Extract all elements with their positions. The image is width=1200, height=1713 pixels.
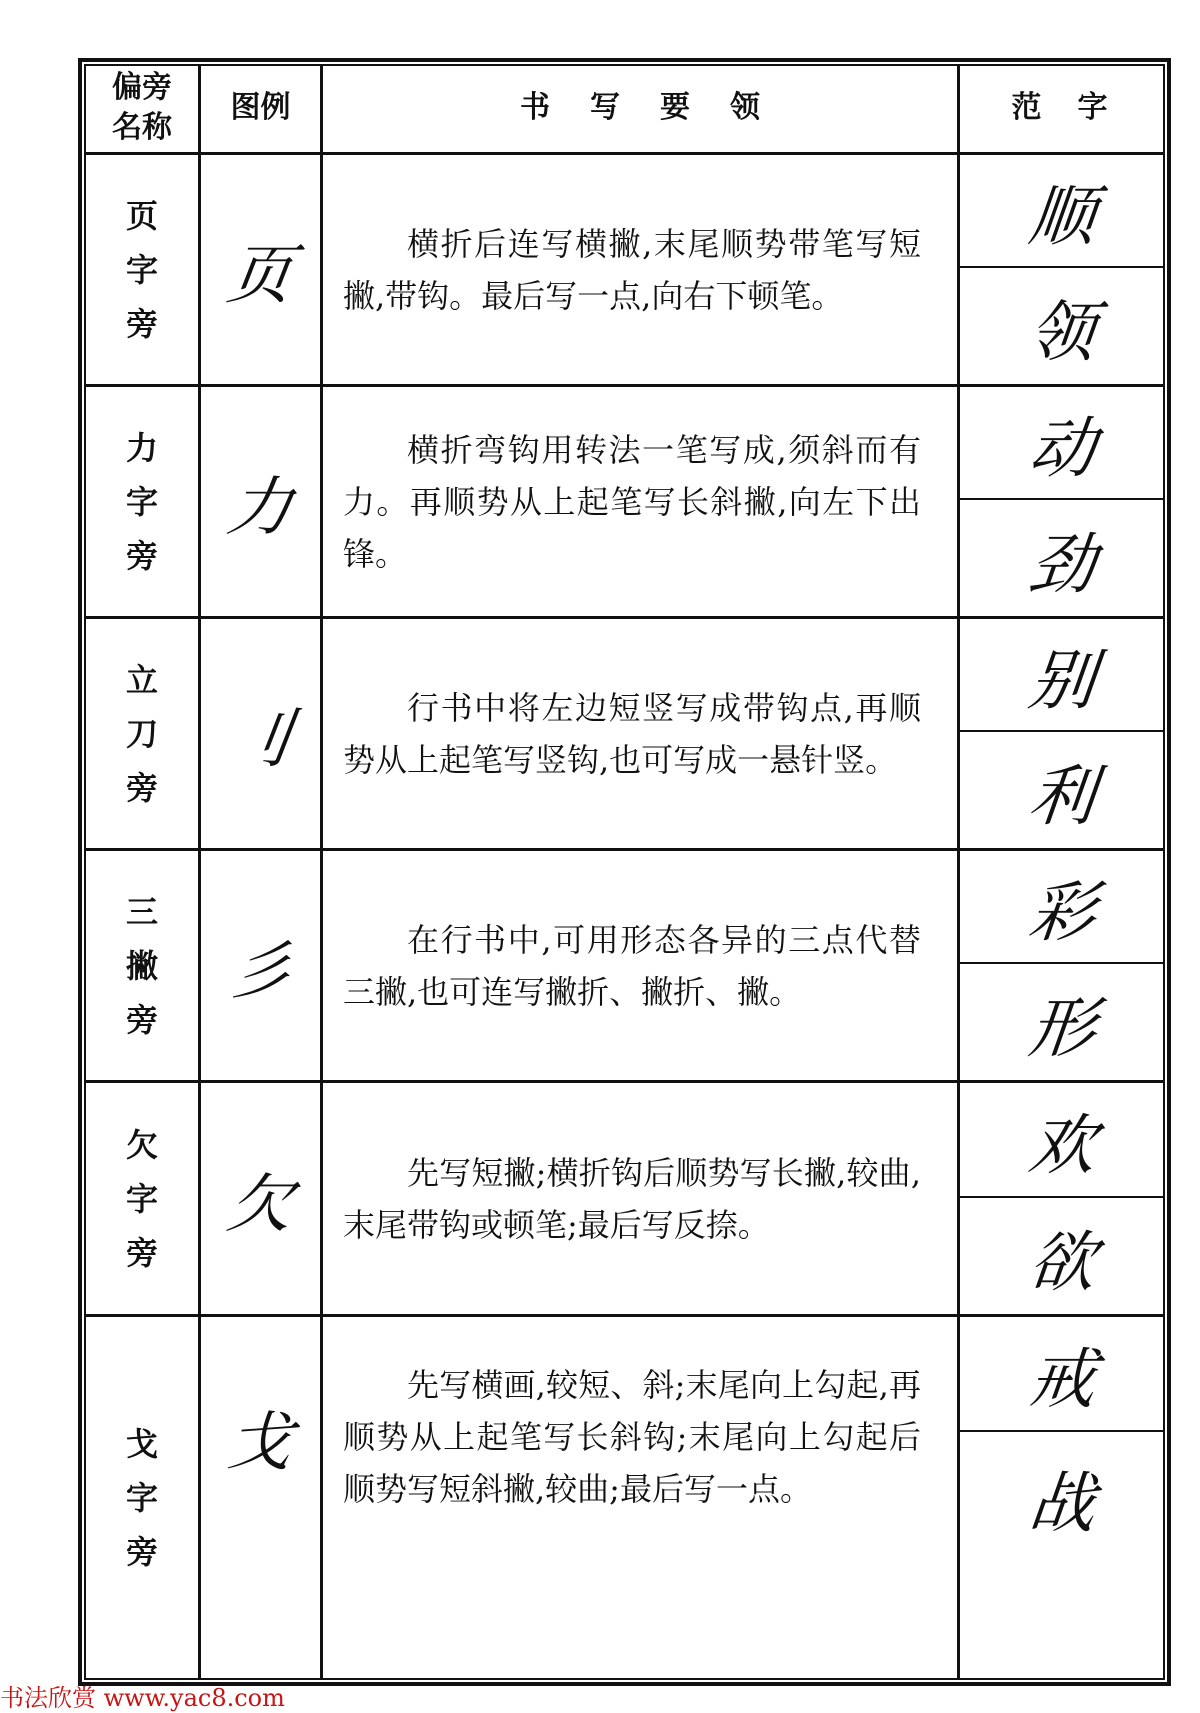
row-3-glyph-cell [201, 619, 320, 848]
header-tips-label: 书写要领 [520, 90, 800, 125]
header-chars-label: 范字 [1011, 90, 1144, 125]
row-3-char-1 [960, 619, 1165, 730]
radical-name: 三撇旁 [125, 892, 158, 1039]
row-3-name-cell [86, 619, 198, 848]
row-4-char-2 [960, 964, 1165, 1080]
radical-glyph: 刂 [222, 702, 297, 777]
header-tips [323, 64, 957, 152]
writing-tips: 行书中将左边短竖写成带钩点,再顺势从上起笔写竖钩,也可写成一悬针竖。 [343, 688, 921, 779]
radical-glyph: 力 [222, 470, 297, 545]
row-6-char-2 [960, 1432, 1165, 1562]
example-char: 戒 [1024, 1341, 1099, 1418]
row-2-char-1 [960, 387, 1165, 498]
row-5-tips-cell [323, 1083, 957, 1314]
example-char: 劲 [1024, 525, 1099, 603]
example-char: 利 [1024, 757, 1099, 835]
radical-name: 立刀旁 [125, 660, 158, 807]
writing-tips: 横折后连写横撇,末尾顺势带笔写短撇,带钩。最后写一点,向右下顿笔。 [343, 224, 921, 315]
row-4-tips-cell [323, 851, 957, 1080]
example-char: 顺 [1024, 178, 1099, 255]
radical-name: 页字旁 [125, 196, 158, 343]
radical-glyph: 欠 [222, 1167, 297, 1242]
example-char: 别 [1024, 642, 1099, 719]
row-1-char-1 [960, 155, 1165, 266]
radical-glyph: 戈 [222, 1406, 297, 1480]
writing-tips: 先写横画,较短、斜;末尾向上勾起,再顺势从上起笔写长斜钩;末尾向上勾起后顺势写短斜撇,较曲;最后写一点。 [343, 1366, 921, 1508]
example-char: 领 [1024, 293, 1099, 371]
row-3-char-2 [960, 732, 1165, 848]
radical-glyph: 彡 [222, 934, 297, 1009]
row-1-name-cell [86, 155, 198, 384]
row-1-char-2 [960, 268, 1165, 384]
row-1-tips-cell [323, 155, 957, 384]
row-4-glyph-cell [201, 851, 320, 1080]
writing-tips: 先写短撇;横折钩后顺势写长撇,较曲,末尾带钩或顿笔;最后写反捺。 [343, 1153, 921, 1244]
writing-tips: 横折弯钩用转法一笔写成,须斜而有力。再顺势从上起笔写长斜撇,向左下出锋。 [343, 430, 921, 573]
row-2-name-cell [86, 387, 198, 616]
row-5-char-1 [960, 1083, 1165, 1196]
row-4-char-1 [960, 851, 1165, 962]
radical-glyph: 页 [222, 238, 297, 313]
example-char: 欲 [1024, 1223, 1099, 1301]
row-5-name-cell [86, 1083, 198, 1314]
row-3-tips-cell [323, 619, 957, 848]
row-6-tips-cell [323, 1317, 957, 1557]
writing-tips: 在行书中,可用形态各异的三点代替三撇,也可连写撇折、撇折、撇。 [343, 920, 921, 1011]
row-2-glyph-cell [201, 387, 320, 616]
radical-name: 戈字旁 [125, 1424, 158, 1571]
header-chars [960, 64, 1165, 152]
example-char: 彩 [1024, 874, 1099, 951]
row-1-glyph-cell [201, 155, 320, 384]
row-6-name-cell [86, 1317, 198, 1678]
example-char: 动 [1024, 410, 1099, 487]
example-char: 战 [1024, 1464, 1099, 1542]
row-5-char-2 [960, 1198, 1165, 1314]
radical-name: 欠字旁 [125, 1125, 158, 1272]
header-example-label: 图例 [230, 90, 291, 125]
row-5-glyph-cell [201, 1083, 320, 1314]
radical-name: 力字旁 [125, 428, 158, 575]
row-6-char-1 [960, 1317, 1165, 1430]
header-radical-name-label: 偏旁名称 [112, 70, 172, 145]
watermark-text: 书法欣赏 www.yac8.com [0, 1684, 285, 1712]
row-2-tips-cell [323, 387, 957, 616]
row-2-char-2 [960, 500, 1165, 616]
example-char: 欢 [1024, 1107, 1099, 1184]
example-char: 形 [1024, 989, 1099, 1067]
row-4-name-cell [86, 851, 198, 1080]
header-example [201, 64, 320, 152]
header-radical-name [86, 64, 198, 152]
row-6-glyph-cell [201, 1317, 320, 1557]
